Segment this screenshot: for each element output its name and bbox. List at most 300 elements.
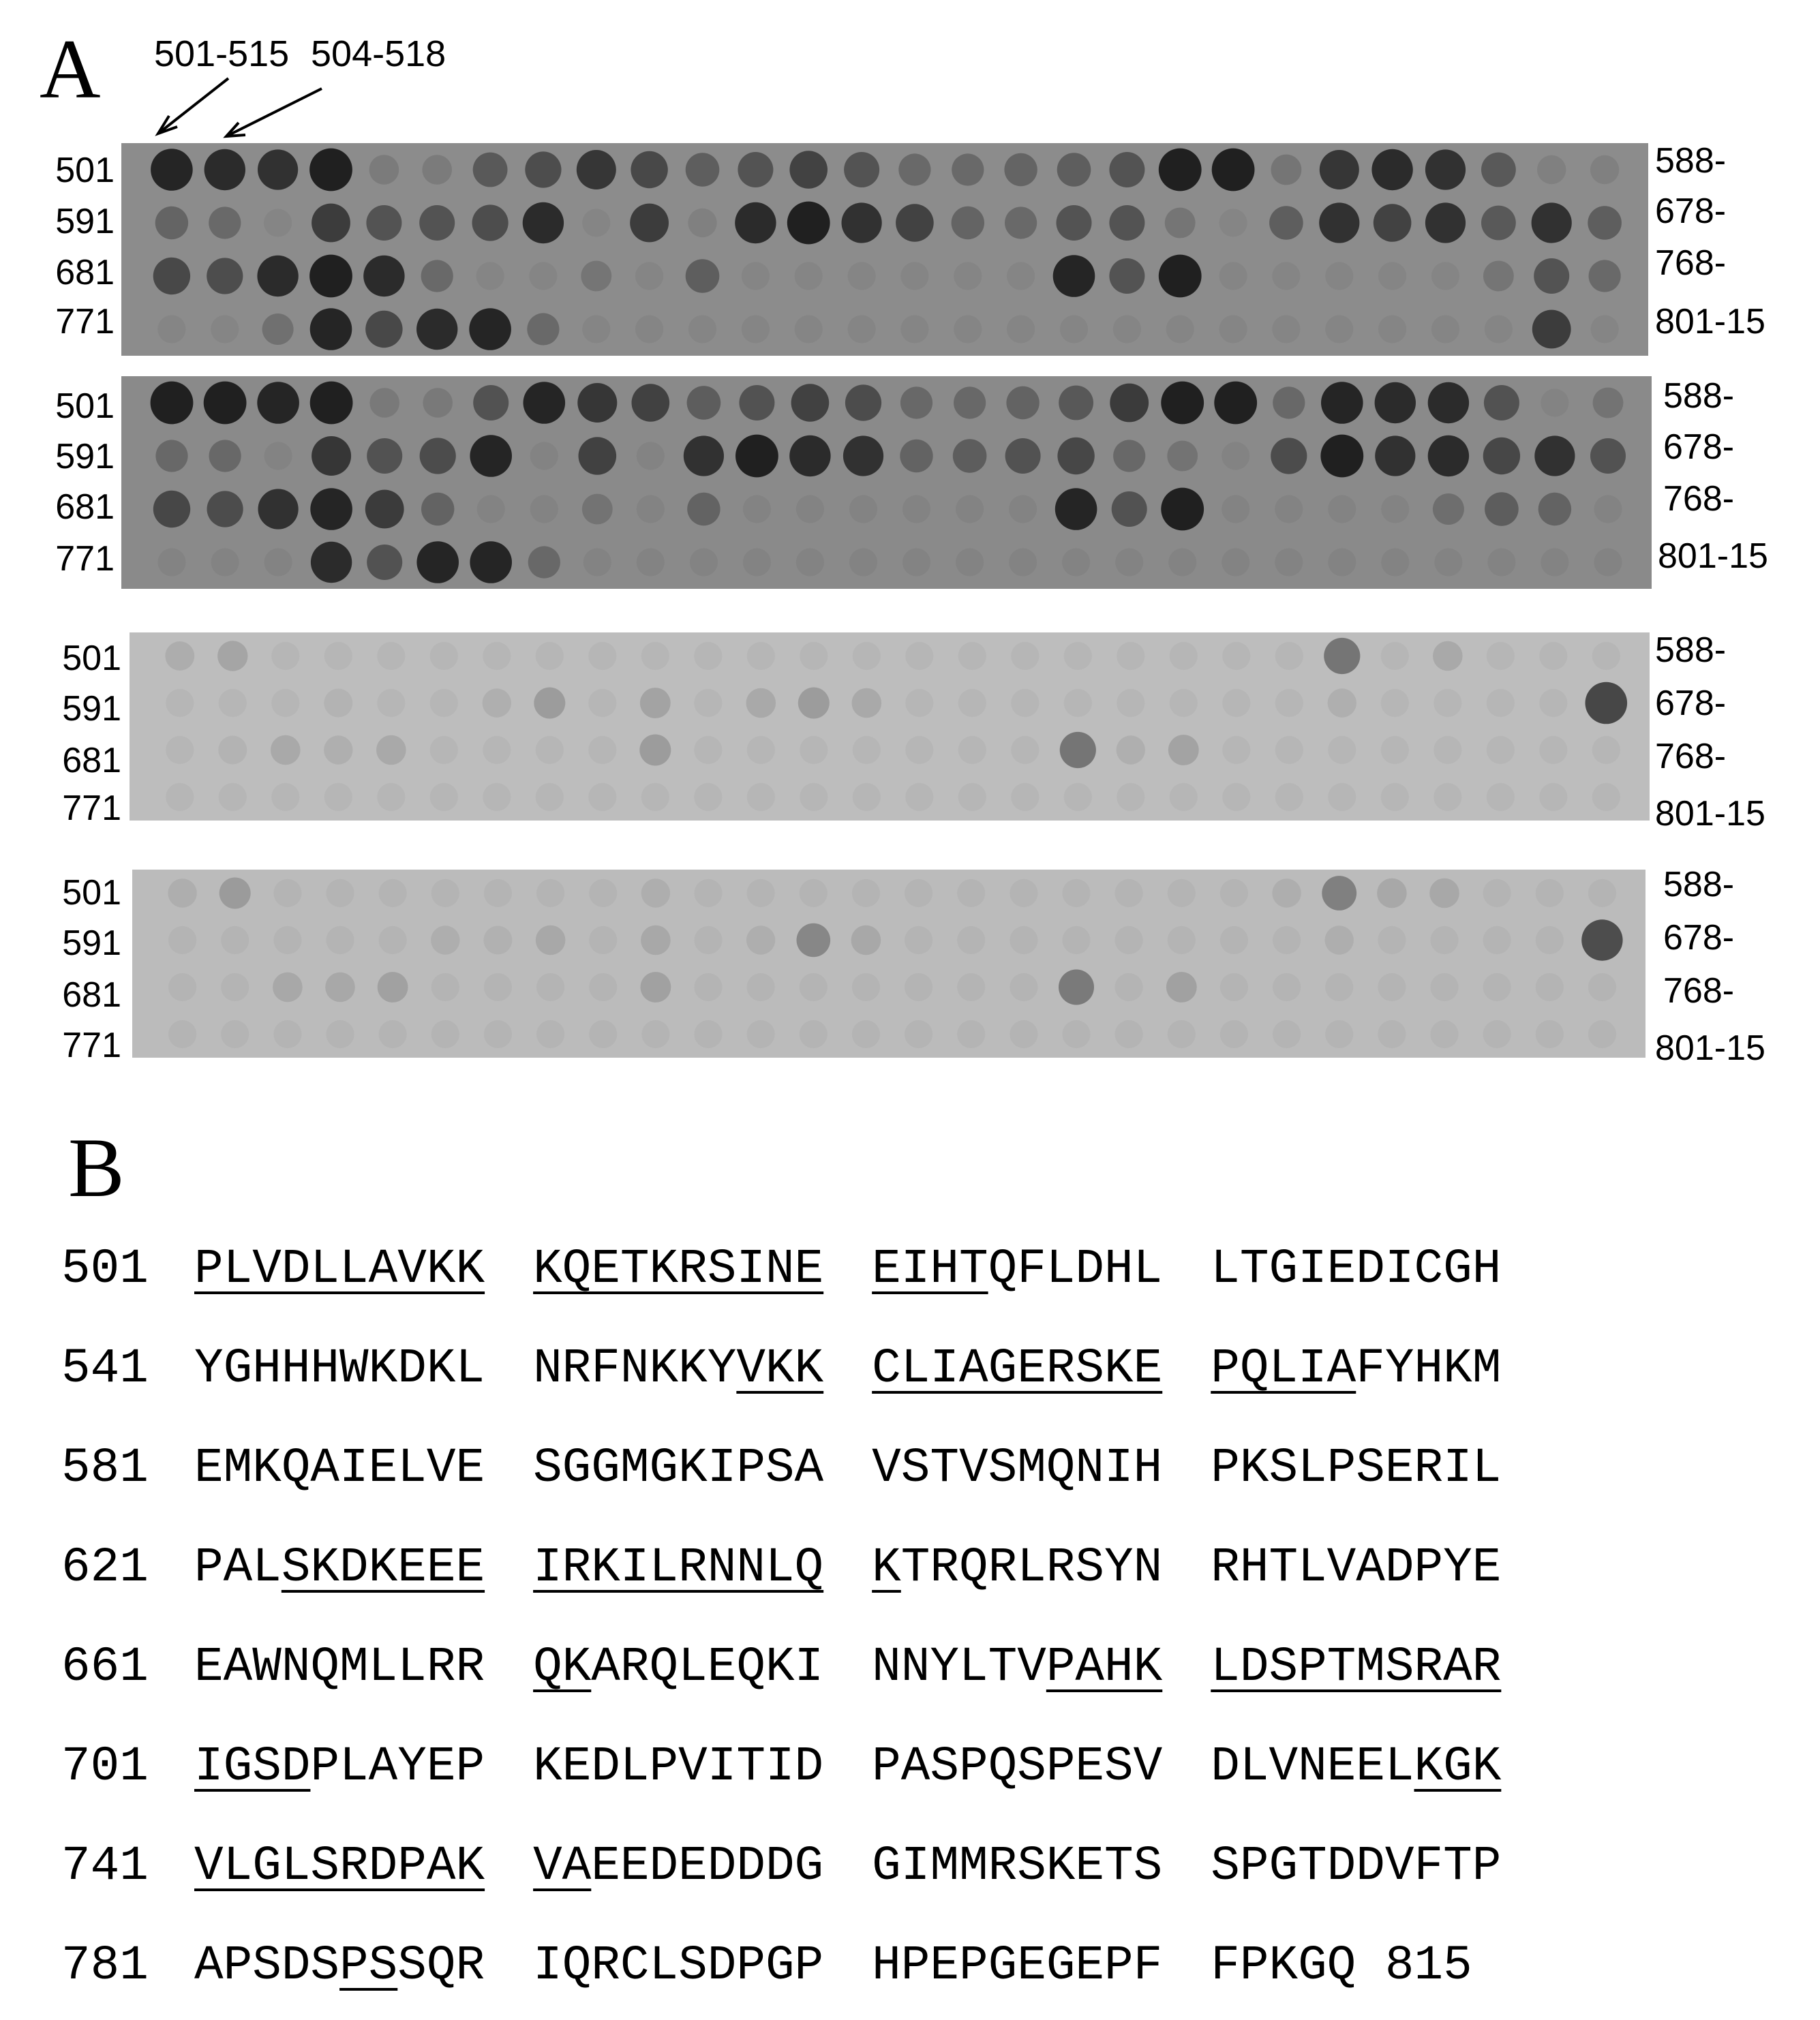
blot-spot xyxy=(430,736,458,764)
blot-spot xyxy=(324,642,352,670)
blot-spot xyxy=(1319,202,1359,243)
blot-spot xyxy=(367,438,402,474)
blot-4 xyxy=(132,870,1645,1058)
blot-spot xyxy=(1057,153,1091,187)
blot-spot xyxy=(795,262,823,290)
blot-spot xyxy=(1165,208,1196,239)
blot-background xyxy=(132,870,1645,1058)
blot-spot xyxy=(536,879,564,907)
residue-group xyxy=(872,1740,1163,1794)
blot-spot xyxy=(956,495,984,523)
residue-group xyxy=(1211,1640,1502,1695)
blot-spot xyxy=(735,202,776,243)
blot-spot xyxy=(369,388,399,418)
blot-spot xyxy=(157,315,185,343)
blot-spot xyxy=(1060,315,1088,343)
blot-spot xyxy=(1161,488,1204,531)
blot-spot xyxy=(153,491,190,527)
blot-spot xyxy=(686,259,720,293)
blot-spot xyxy=(365,490,404,529)
residue-group xyxy=(194,1839,485,1894)
blot-spot xyxy=(271,642,299,670)
residue-group xyxy=(194,1740,485,1794)
blot-3 xyxy=(130,632,1650,821)
blot-spot xyxy=(1590,438,1626,474)
row-label-681: 681 xyxy=(55,253,115,292)
blot-spot xyxy=(579,437,617,475)
blot-spot xyxy=(1328,783,1356,811)
residues: PAL xyxy=(194,1541,282,1595)
blot-spot xyxy=(1381,689,1409,717)
blot-spot xyxy=(900,315,928,343)
blot-spot xyxy=(1485,492,1519,526)
blot-spot xyxy=(1429,878,1459,908)
blot-spot xyxy=(476,262,504,290)
underlined-residues: PAHK xyxy=(1046,1640,1163,1695)
blot-spot xyxy=(905,642,933,670)
blot-spot xyxy=(536,642,564,670)
residue-group xyxy=(872,1541,1163,1595)
residue-group xyxy=(194,1342,485,1396)
blot-spot xyxy=(326,879,354,907)
blot-spot xyxy=(221,973,249,1001)
blot-spot xyxy=(473,153,508,187)
residue-number: 541 xyxy=(61,1342,149,1396)
blot-spot xyxy=(1273,1020,1301,1048)
residue-group xyxy=(872,1939,1163,1993)
residue-number: 781 xyxy=(61,1939,149,1993)
blot-spot xyxy=(470,541,512,583)
blot-spot xyxy=(795,315,823,343)
row-label-501: 501 xyxy=(62,639,121,678)
blot-spot xyxy=(1220,926,1248,954)
blot-spot xyxy=(166,736,194,764)
blot-spot xyxy=(746,925,775,954)
arrow-label-501-515: 501-515 xyxy=(154,33,290,74)
blot-spot xyxy=(430,689,458,717)
row-label-591: 591 xyxy=(62,923,121,963)
row-label-591: 591 xyxy=(62,689,121,729)
blot-spot xyxy=(264,548,292,576)
blot-membrane xyxy=(121,376,1652,589)
residues: TRQRLRSYN xyxy=(900,1541,1163,1595)
blot-spot xyxy=(217,641,247,671)
blot-spot xyxy=(325,973,355,1003)
residue-group xyxy=(533,1441,824,1496)
residues: IQRCLSDPGP xyxy=(533,1939,824,1993)
blot-spot xyxy=(483,736,511,764)
blot-spot xyxy=(311,542,352,583)
blot-spot xyxy=(153,258,190,294)
blot-spot xyxy=(631,151,667,188)
blot-spot xyxy=(1222,783,1250,811)
sequence-line xyxy=(61,1441,1549,1496)
blot-spot xyxy=(271,735,301,765)
blot-spot xyxy=(166,783,194,811)
blot-spot xyxy=(797,923,831,958)
blot-spot xyxy=(1378,262,1406,290)
blot-spot xyxy=(789,435,830,476)
blot-spot xyxy=(1011,783,1039,811)
blot-spot xyxy=(1487,783,1515,811)
row-label-591: 591 xyxy=(55,202,115,241)
blot-spot xyxy=(1004,153,1037,186)
residue-number: 741 xyxy=(61,1839,149,1894)
blot-spot xyxy=(641,925,671,955)
blot-spot xyxy=(155,206,188,239)
blot-spot xyxy=(1381,783,1409,811)
blot-spot xyxy=(534,688,565,719)
blot-spot xyxy=(1272,262,1300,290)
blot-spot xyxy=(589,1020,617,1048)
residue-group xyxy=(194,1242,485,1297)
blot-spot xyxy=(954,315,982,343)
blot-spot xyxy=(264,442,292,470)
blot-spot xyxy=(849,548,877,576)
blot-spot xyxy=(1159,255,1202,298)
end-label-588: 588- xyxy=(1663,376,1735,416)
blot-spot xyxy=(1539,736,1567,764)
end-label-801-15: 801-15 xyxy=(1655,302,1765,341)
blot-spot xyxy=(1433,493,1464,525)
residues: EAWNQMLLRR xyxy=(194,1640,485,1695)
blot-spot xyxy=(747,1020,775,1048)
blot-spot xyxy=(1053,255,1095,297)
blot-spot xyxy=(1170,642,1198,670)
blot-spot xyxy=(1536,926,1564,954)
row-label-501: 501 xyxy=(62,873,121,913)
arrow-icon xyxy=(158,78,228,134)
blot-spot xyxy=(1374,204,1412,242)
blot-spot xyxy=(1059,970,1094,1005)
blot-spot xyxy=(1275,642,1303,670)
blot-spot xyxy=(528,546,560,578)
row-label-681: 681 xyxy=(62,741,121,780)
blot-spot xyxy=(1324,638,1360,674)
blot-spot xyxy=(1113,440,1145,472)
blot-spot xyxy=(166,689,194,717)
blot-spot xyxy=(421,493,454,525)
blot-spot xyxy=(1057,205,1092,241)
blot-spot xyxy=(221,1020,249,1048)
blot-spot xyxy=(416,309,457,350)
blot-spot xyxy=(1006,386,1039,419)
blot-spot xyxy=(324,783,352,811)
blot-spot xyxy=(1010,1020,1037,1048)
blot-spot xyxy=(688,209,716,237)
blot-spot xyxy=(905,783,933,811)
blot-spot xyxy=(1487,548,1515,576)
blot-spot xyxy=(1057,438,1094,474)
blot-spot xyxy=(1062,1020,1090,1048)
blot-spot xyxy=(957,879,985,907)
blot-spot xyxy=(379,1020,407,1048)
underlined-residues: KQETKRSINE xyxy=(533,1242,824,1297)
blot-spot xyxy=(1115,879,1143,907)
blot-spot xyxy=(204,382,247,425)
blot-spot xyxy=(958,736,986,764)
blot-spot xyxy=(431,1020,459,1048)
residues: DLVNEEL xyxy=(1211,1740,1414,1794)
blot-spot xyxy=(844,152,879,187)
row-label-591: 591 xyxy=(55,437,115,476)
blot-spot xyxy=(1425,149,1466,189)
blot-spot xyxy=(1117,689,1144,717)
blot-spot xyxy=(898,153,930,185)
blot-spot xyxy=(694,879,722,907)
residues: ARQLEQKI xyxy=(591,1640,824,1695)
blot-spot xyxy=(168,926,196,954)
blot-spot xyxy=(852,688,882,718)
blot-spot xyxy=(900,440,932,472)
blot-spot xyxy=(1592,783,1620,811)
residues: PASPQSPESV xyxy=(872,1740,1163,1794)
blot-spot xyxy=(1328,736,1356,764)
blot-spot xyxy=(1273,386,1305,418)
blot-spot xyxy=(527,313,559,345)
blot-spot xyxy=(1167,441,1198,472)
residue-number: 701 xyxy=(61,1740,149,1794)
blot-spot xyxy=(209,206,241,239)
blot-spot xyxy=(1593,388,1624,418)
residues: APSDS xyxy=(194,1939,340,1993)
blot-spot xyxy=(1272,315,1300,343)
blot-spot xyxy=(155,440,187,472)
blot-spot xyxy=(1212,149,1255,192)
blot-spot xyxy=(791,384,830,422)
sequence-line xyxy=(61,1939,1521,1993)
blot-spot xyxy=(1168,879,1196,907)
blot-spot xyxy=(588,783,616,811)
sequence-line xyxy=(61,1740,1549,1794)
blot-spot xyxy=(1115,926,1143,954)
blot-background xyxy=(130,632,1650,821)
blot-spot xyxy=(1161,382,1204,425)
residue-group xyxy=(533,1342,824,1396)
blot-spot xyxy=(324,735,352,764)
sequence-line xyxy=(61,1839,1549,1894)
blot-spot xyxy=(1220,1020,1248,1048)
blot-spot xyxy=(1537,155,1566,184)
blot-spot xyxy=(1539,642,1567,670)
residues: HPEPGEGEPF xyxy=(872,1939,1163,1993)
blot-spot xyxy=(1536,879,1564,907)
underlined-residues: VKK xyxy=(736,1342,824,1396)
blot-spot xyxy=(1275,689,1303,717)
blot-spot xyxy=(1113,315,1141,343)
blot-spot xyxy=(1062,926,1090,954)
sequence-line xyxy=(61,1541,1549,1595)
blot-spot xyxy=(635,262,663,290)
blot-spot xyxy=(309,255,352,298)
blot-spot xyxy=(1112,491,1147,527)
blot-spot xyxy=(1166,972,1197,1003)
end-label-801-15: 801-15 xyxy=(1658,536,1768,576)
panel-a-letter: A xyxy=(40,22,101,116)
blot-spot xyxy=(1275,736,1303,764)
blot-spot xyxy=(1322,876,1356,910)
blot-spot xyxy=(473,385,509,420)
blot-spot xyxy=(694,689,722,717)
blot-spot xyxy=(1060,732,1096,768)
blot-spot xyxy=(469,308,511,350)
blot-spot xyxy=(151,382,194,425)
underlined-residues: KGK xyxy=(1414,1740,1502,1794)
residue-group xyxy=(533,1640,824,1695)
blot-spot xyxy=(742,262,770,290)
blot-spot xyxy=(1433,641,1463,671)
blot-spot xyxy=(684,435,724,476)
blot-spot xyxy=(641,642,669,670)
end-label-678: 678- xyxy=(1655,684,1727,723)
blot-spot xyxy=(1010,973,1037,1001)
residues: KEDLPVITID xyxy=(533,1740,824,1794)
blot-spot xyxy=(958,642,986,670)
blot-spot xyxy=(1220,879,1248,907)
blot-spot xyxy=(1594,548,1622,576)
blot-spot xyxy=(1168,1020,1196,1048)
blot-spot xyxy=(1109,205,1144,241)
blot-spot xyxy=(742,315,770,343)
blot-spot xyxy=(1222,736,1250,764)
blot-spot xyxy=(789,151,828,189)
blot-spot xyxy=(957,1020,985,1048)
blot-spot xyxy=(1487,689,1515,717)
blot-spot xyxy=(577,150,616,189)
residue-group xyxy=(1211,1839,1502,1894)
blot-spot xyxy=(852,879,880,907)
blot-spot xyxy=(1430,973,1458,1001)
blot-spot xyxy=(1483,973,1511,1001)
blot-spot xyxy=(635,315,663,343)
residue-group xyxy=(194,1541,485,1595)
blot-spot xyxy=(1328,548,1356,576)
blot-spot xyxy=(905,973,932,1001)
blot-spot xyxy=(747,879,775,907)
blot-spot xyxy=(743,495,771,523)
blot-spot xyxy=(483,642,511,670)
blot-spot xyxy=(787,202,830,245)
residue-group xyxy=(533,1939,824,1993)
blot-spot xyxy=(1481,153,1516,187)
blot-spot xyxy=(641,878,670,907)
blot-spot xyxy=(1214,382,1257,425)
residue-number: 501 xyxy=(61,1242,149,1297)
blot-spot xyxy=(365,311,402,348)
blot-spot xyxy=(1428,382,1469,423)
blot-spot xyxy=(589,879,617,907)
residue-group xyxy=(872,1441,1163,1496)
residue-group xyxy=(533,1242,824,1297)
blot-spot xyxy=(1117,783,1144,811)
blot-spot xyxy=(583,548,611,576)
blot-spot xyxy=(1275,548,1303,576)
underlined-residues: LDSPTMSRAR xyxy=(1211,1640,1502,1695)
blot-spot xyxy=(905,879,932,907)
blot-spot xyxy=(1534,435,1575,476)
blot-spot xyxy=(211,315,239,343)
end-label-678: 678- xyxy=(1663,427,1735,467)
row-label-771: 771 xyxy=(55,302,115,341)
end-label-588: 588- xyxy=(1663,865,1735,904)
blot-spot xyxy=(1115,1020,1143,1048)
blot-spot xyxy=(1541,388,1568,416)
blot-spot xyxy=(1275,783,1303,811)
arrow-label-504-518: 504-518 xyxy=(311,33,446,74)
blot-spot xyxy=(1325,973,1353,1001)
blot-spot xyxy=(735,435,778,478)
blot-spot xyxy=(641,783,669,811)
blot-spot xyxy=(273,879,301,907)
residue-group xyxy=(1211,1939,1472,1993)
residue-group xyxy=(194,1441,485,1496)
blot-spot xyxy=(168,1020,196,1048)
end-label-588: 588- xyxy=(1655,141,1727,181)
residues: FYHKM xyxy=(1356,1342,1502,1396)
blot-spot xyxy=(589,926,617,954)
blot-spot xyxy=(1168,548,1196,576)
blot-spot xyxy=(310,308,352,350)
blot-membrane xyxy=(121,143,1648,356)
blot-spot xyxy=(1328,495,1356,523)
blot-spot xyxy=(366,205,401,241)
blot-spot xyxy=(1059,386,1093,420)
blot-spot xyxy=(1117,642,1144,670)
blot-spot xyxy=(1534,258,1569,294)
blot-spot xyxy=(637,495,665,523)
blot-spot xyxy=(1273,973,1301,1001)
blot-spot xyxy=(271,689,299,717)
residue-group xyxy=(194,1939,485,1993)
blot-spot xyxy=(151,149,193,191)
blot-spot xyxy=(430,642,458,670)
underlined-residues: SKDKEEE xyxy=(281,1541,485,1595)
blot-spot xyxy=(1328,688,1356,717)
blot-spot xyxy=(1222,689,1250,717)
residues: RHTLVADPYE xyxy=(1211,1541,1502,1595)
residues: SQR xyxy=(397,1939,485,1993)
blot-spot xyxy=(903,495,930,523)
blot-spot xyxy=(1430,1020,1458,1048)
blot-spot xyxy=(630,204,669,243)
blot-spot xyxy=(530,442,558,470)
blot-spot xyxy=(483,688,511,717)
blot-spot xyxy=(1275,495,1303,523)
residue-group xyxy=(1211,1541,1502,1595)
blot-spot xyxy=(536,1020,564,1048)
residue-group xyxy=(1211,1242,1502,1297)
blot-spot xyxy=(419,205,455,241)
blot-spot xyxy=(1588,879,1616,907)
residue-group xyxy=(1211,1740,1502,1794)
blot-spot xyxy=(1588,206,1622,240)
blot-spot xyxy=(954,262,982,290)
blot-spot xyxy=(363,256,404,296)
blot-spot xyxy=(207,491,243,527)
blot-spot xyxy=(1219,315,1247,343)
blot-spot xyxy=(1055,488,1097,530)
blot-2 xyxy=(121,376,1652,589)
blot-spot xyxy=(1590,155,1619,184)
blot-spot xyxy=(842,202,882,243)
blot-spot xyxy=(1589,260,1621,292)
blot-spot xyxy=(905,1020,932,1048)
blot-spot xyxy=(1166,315,1194,343)
blot-spot xyxy=(324,689,352,718)
blot-spot xyxy=(1483,926,1511,954)
blot-spot xyxy=(639,735,671,766)
blot-spot xyxy=(1381,495,1409,523)
